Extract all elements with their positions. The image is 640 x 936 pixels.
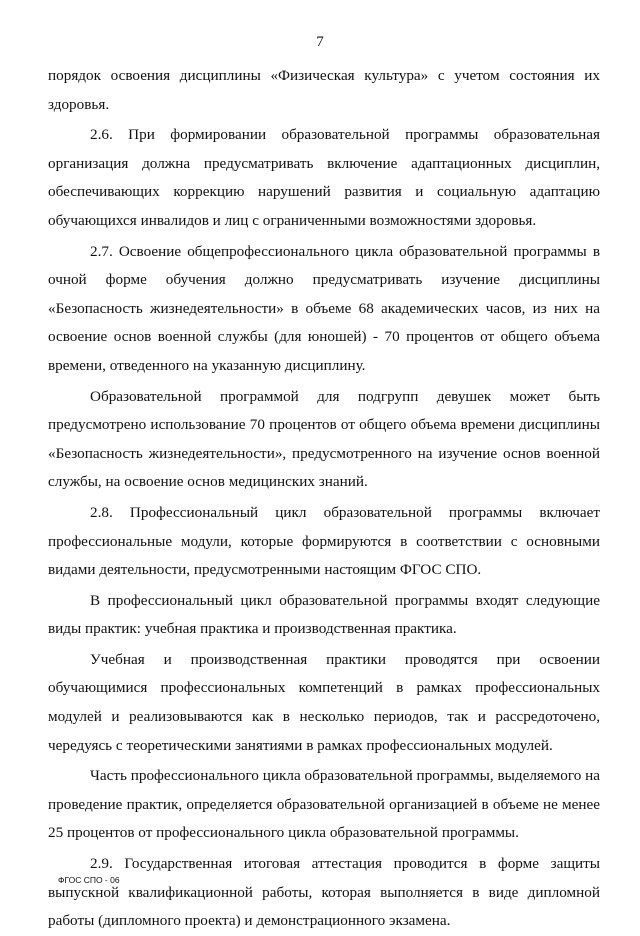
paragraph-continuation: порядок освоения дисциплины «Физическая культура» с учетом состояния их здоровья. bbox=[48, 67, 600, 113]
paragraph-girls-subgroups: Образовательной программой для подгрупп девушек может быть предусмотрено использование 70 процентов от общего объема времени дисциплины «Безопасность жизнедеятельности», предусмотренного на изучение основ военной службы, на освоение основ медицинских знаний. bbox=[48, 387, 600, 491]
paragraph-2-6: 2.6. При формировании образовательной программы образовательная организация должна предусматривать включение адаптационных дисциплин, обеспечивающих коррекцию нарушений развития и социальную адаптацию обучающихся инвалидов и лиц с ограниченными возможностями здоровья. bbox=[48, 126, 600, 229]
paragraph-practice-conduct: Учебная и производственная практики проводятся при освоении обучающимися профессиональных компетенций в рамках профессиональных модулей и реализовываются как в несколько периодов, так и рассредоточено, чередуясь с теоретическими занятиями в рамках профессиональных модулей. bbox=[48, 650, 600, 754]
page-number: 7 bbox=[316, 34, 324, 50]
footer-label: ФГОС СПО - 06 bbox=[58, 875, 120, 885]
document-body bbox=[48, 62, 600, 936]
paragraph-2-7: 2.7. Освоение общепрофессионального цикла образовательной программы в очной форме обучения должно предусматривать изучение дисциплины «Безопасность жизнедеятельности» в объеме 68 академических часов, из них на освоение основ военной службы (для юношей) - 70 процентов от общего объема времени, отведенного на указанную дисциплину. bbox=[48, 242, 600, 374]
paragraph-practice-types: В профессиональный цикл образовательной программы входят следующие виды практик: учебная практика и производственная практика. bbox=[48, 591, 600, 638]
paragraph-practice-share: Часть профессионального цикла образовательной программы, выделяемого на проведение практик, определяется образовательной организацией в объеме не менее 25 процентов от профессионального цикла образовательной программы. bbox=[48, 767, 600, 842]
paragraph-2-9: 2.9. Государственная итоговая аттестация проводится в форме защиты выпускной квалификационной работы, которая выполняется в виде дипломной работы (дипломного проекта) и демонстрационного экзамена. bbox=[48, 855, 600, 930]
paragraph-2-8: 2.8. Профессиональный цикл образовательной программы включает профессиональные модули, которые формируются в соответствии с основными видами деятельности, предусмотренными настоящим ФГОС СПО. bbox=[48, 503, 600, 579]
